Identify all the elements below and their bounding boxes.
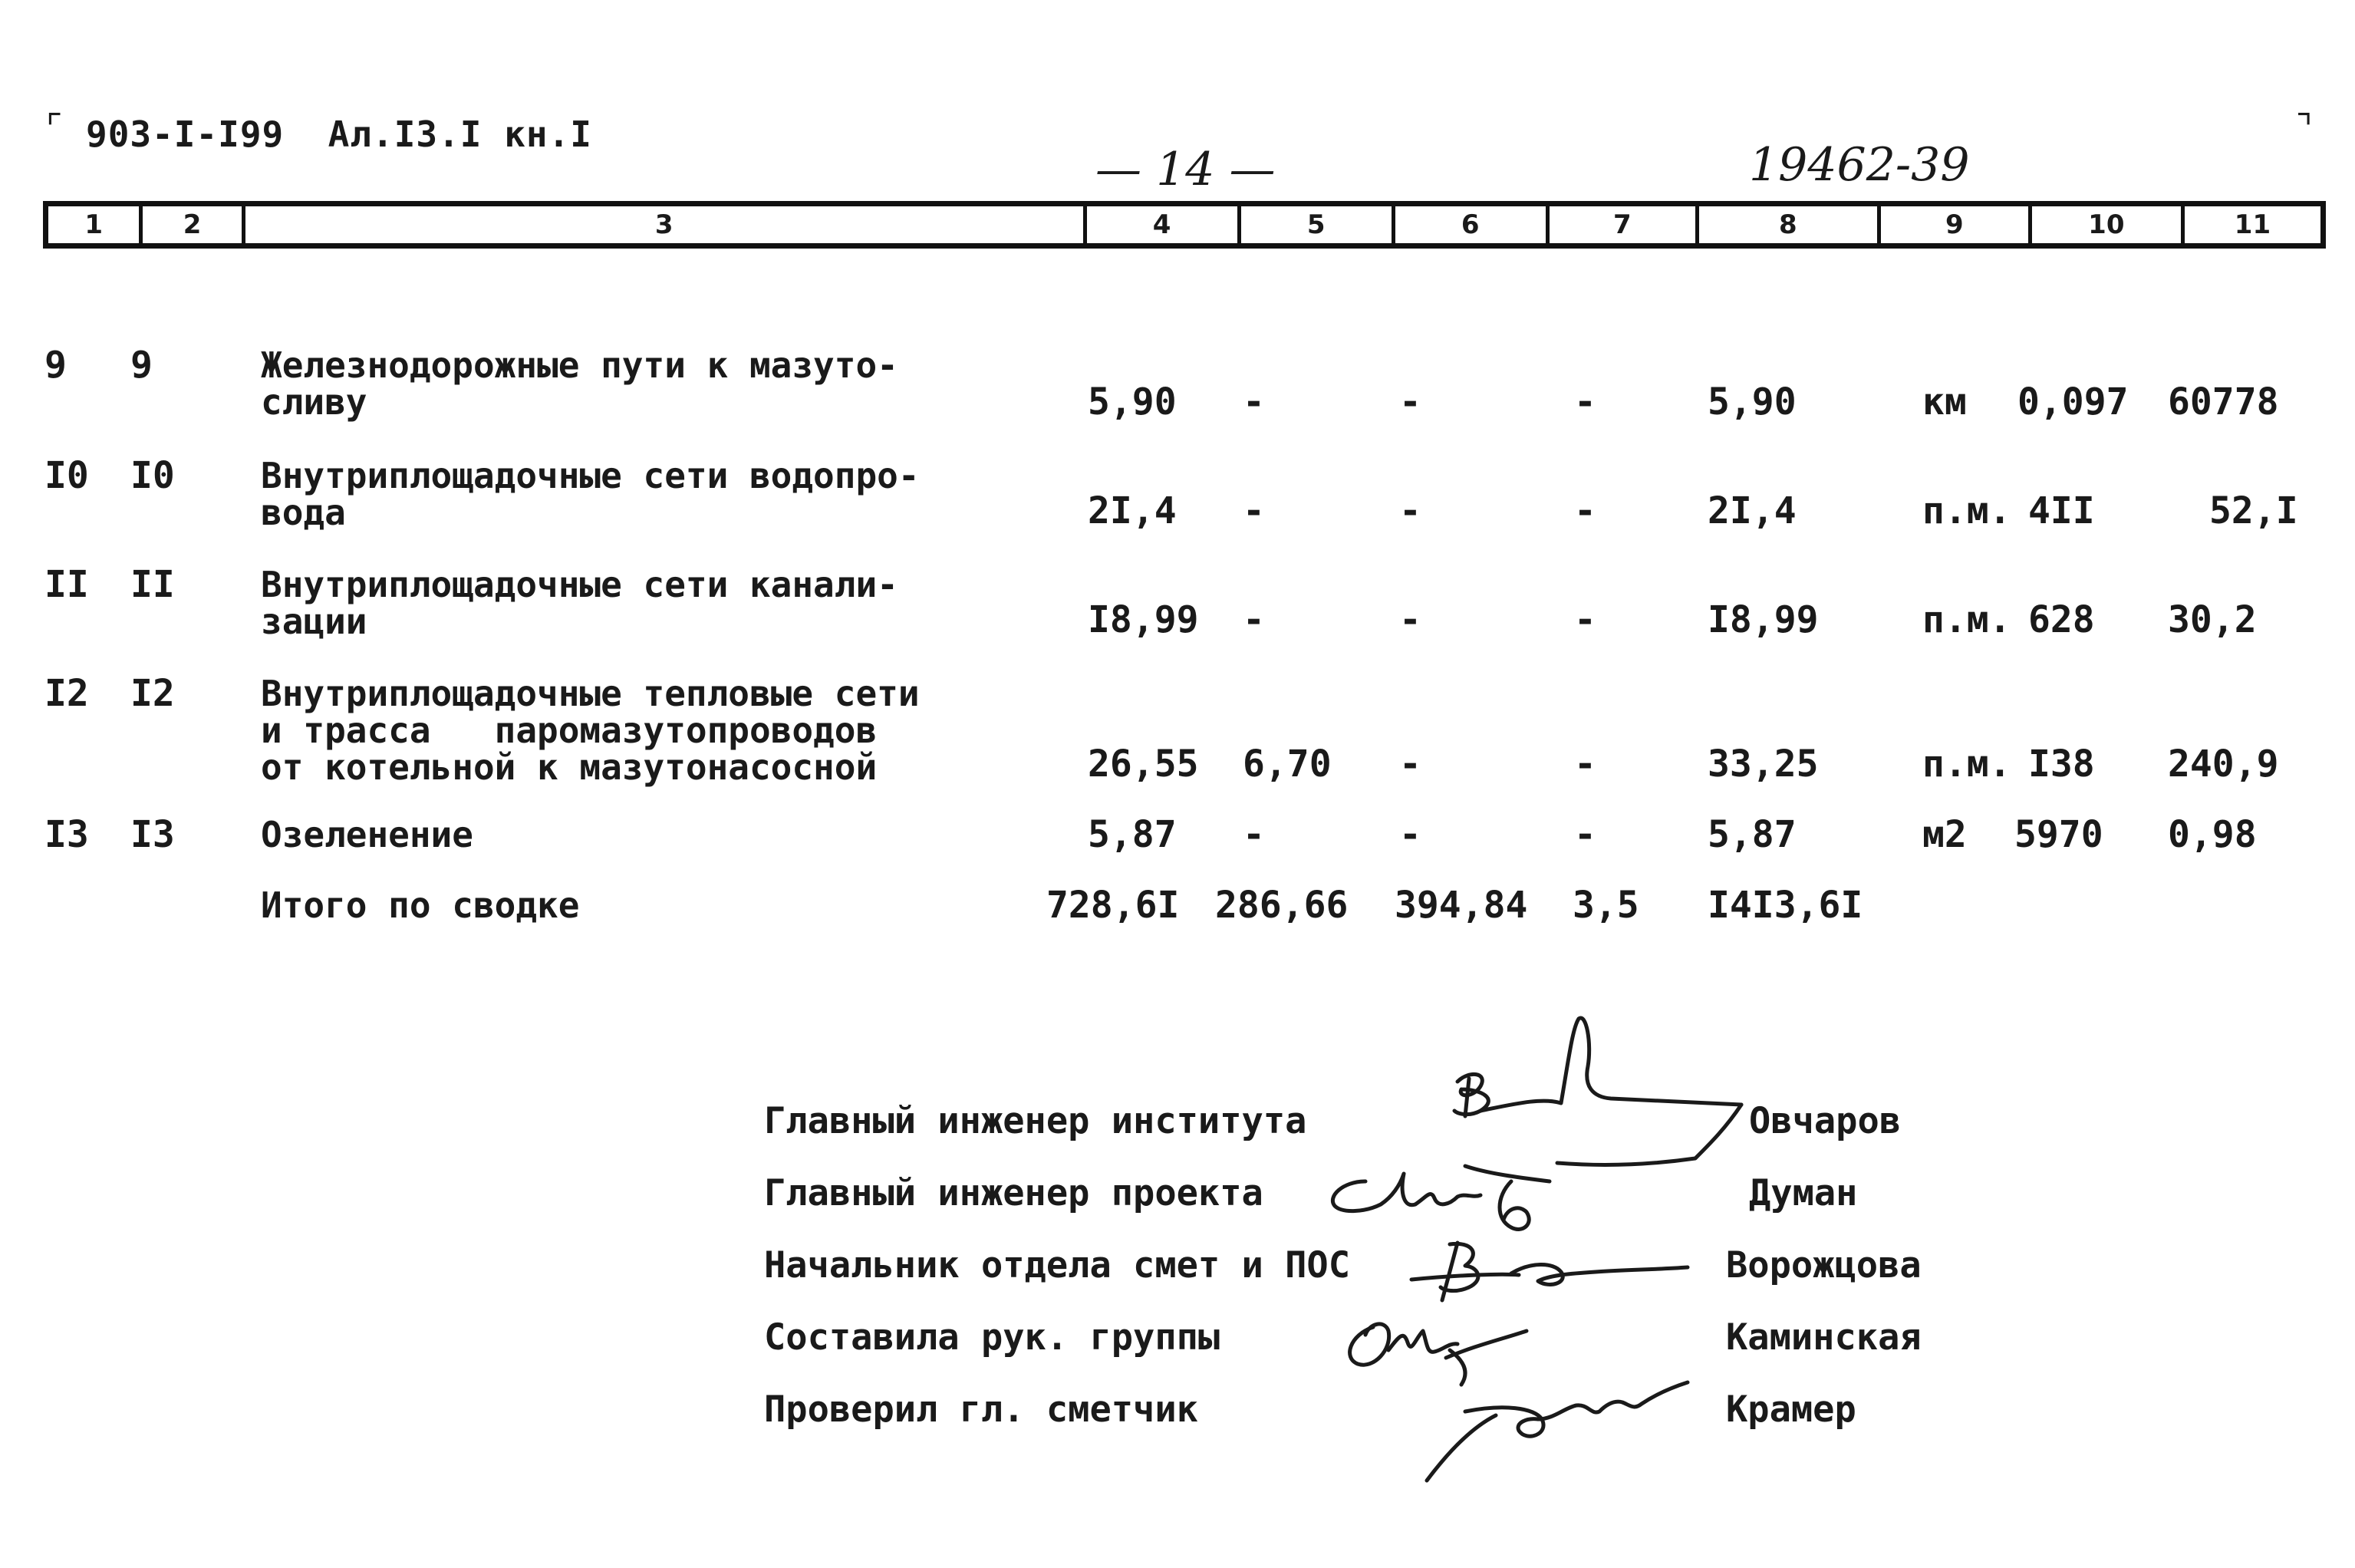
column-number: 3 bbox=[245, 206, 1087, 243]
corner-mark-right: ⌝ bbox=[2294, 106, 2314, 145]
cell-unit: п.м. bbox=[1922, 743, 2011, 786]
signature-name: Думан bbox=[1749, 1172, 1858, 1214]
row-description: Озеленение bbox=[261, 814, 473, 855]
cell-col6: - bbox=[1399, 380, 1421, 423]
row-description: Железнодорожные пути к мазуто- сливу bbox=[261, 344, 898, 423]
cell-col5: - bbox=[1243, 598, 1265, 641]
row-number: 9 bbox=[44, 344, 67, 387]
signature-name: Крамер bbox=[1726, 1388, 1856, 1431]
cell-col8: 5,90 bbox=[1708, 380, 1797, 423]
row-item-number: II bbox=[130, 563, 175, 606]
total-label: Итого по сводке bbox=[261, 884, 580, 926]
cell-col10: 0,097 bbox=[2017, 380, 2129, 423]
cell-col8: 2I,4 bbox=[1708, 489, 1797, 532]
column-number: 2 bbox=[143, 206, 245, 243]
column-number: 11 bbox=[2234, 209, 2271, 240]
cell-col5: - bbox=[1243, 489, 1265, 532]
archive-number: 19462-39 bbox=[1749, 138, 1970, 192]
document-code: 903-I-I99 Ал.I3.I кн.I bbox=[86, 114, 592, 155]
cell-col10: 5970 bbox=[2014, 813, 2103, 856]
cell-col4: I8,99 bbox=[1088, 598, 1199, 641]
cell-col8: 5,87 bbox=[1708, 813, 1797, 856]
column-number-header bbox=[43, 201, 2326, 249]
cell-unit: м2 bbox=[1922, 813, 1967, 856]
cell-col7: - bbox=[1574, 598, 1596, 641]
row-number: II bbox=[44, 563, 89, 606]
column-number: 7 bbox=[1550, 206, 1699, 243]
row-item-number: 9 bbox=[130, 344, 153, 387]
cell-unit: км bbox=[1922, 380, 1967, 423]
cell-col6: - bbox=[1399, 489, 1421, 532]
cell-col7: - bbox=[1574, 743, 1596, 786]
cell-col6: - bbox=[1399, 813, 1421, 856]
row-number: I2 bbox=[44, 672, 89, 715]
row-item-number: I2 bbox=[130, 672, 175, 715]
cell-col7: - bbox=[1574, 813, 1596, 856]
column-number: 8 bbox=[1699, 206, 1881, 243]
signature-title: Составила рук. группы bbox=[764, 1316, 1220, 1359]
cell-col10: 628 bbox=[2028, 598, 2095, 641]
cell-col10: 4II bbox=[2028, 489, 2095, 532]
signature-title: Главный инженер института bbox=[764, 1100, 1307, 1142]
cell-col8: 33,25 bbox=[1708, 743, 1819, 786]
cell-col7: - bbox=[1574, 380, 1596, 423]
cell-col6: - bbox=[1399, 743, 1421, 786]
column-number: 5 bbox=[1241, 206, 1395, 243]
row-item-number: I3 bbox=[130, 813, 175, 856]
cell-col10: I38 bbox=[2028, 743, 2095, 786]
cell-col4: 5,90 bbox=[1088, 380, 1177, 423]
row-number: I3 bbox=[44, 813, 89, 856]
cell-unit: п.м. bbox=[1922, 598, 2011, 641]
total-col5: 286,66 bbox=[1215, 884, 1349, 927]
signature-name: Ворожцова bbox=[1726, 1244, 1922, 1286]
cell-col7: - bbox=[1574, 489, 1596, 532]
column-number: 4 bbox=[1087, 206, 1241, 243]
row-description: Внутриплощадочные сети канали- зации bbox=[261, 564, 898, 642]
cell-col11: 60778 bbox=[2168, 380, 2279, 423]
row-description: Внутриплощадочные тепловые сети и трасса паромазутопроводов от котельной к мазутонасосной bbox=[261, 673, 920, 788]
cell-col11: 0,98 bbox=[2168, 813, 2257, 856]
cell-col5: - bbox=[1243, 813, 1265, 856]
signature-name: Овчаров bbox=[1749, 1100, 1902, 1142]
cell-col6: - bbox=[1399, 598, 1421, 641]
row-description: Внутриплощадочные сети водопро- вода bbox=[261, 455, 920, 533]
total-col8: I4I3,6I bbox=[1708, 884, 1863, 927]
total-col6: 394,84 bbox=[1395, 884, 1528, 927]
column-number: 1 bbox=[48, 206, 143, 243]
signature-title: Главный инженер проекта bbox=[764, 1172, 1263, 1214]
cell-col11: 52,I bbox=[2209, 489, 2298, 532]
total-col7: 3,5 bbox=[1573, 884, 1639, 927]
column-number: 9 bbox=[1881, 206, 2032, 243]
cell-unit: п.м. bbox=[1922, 489, 2011, 532]
column-number: 6 bbox=[1395, 206, 1550, 243]
handwritten-signature bbox=[1411, 1365, 1703, 1488]
cell-col4: 5,87 bbox=[1088, 813, 1177, 856]
row-number: I0 bbox=[44, 454, 89, 497]
cell-col8: I8,99 bbox=[1708, 598, 1819, 641]
cell-col5: 6,70 bbox=[1243, 743, 1332, 786]
cell-col4: 2I,4 bbox=[1088, 489, 1177, 532]
corner-mark-left: ⌜ bbox=[44, 106, 65, 145]
column-number: 10 bbox=[2032, 206, 2185, 243]
signature-title: Проверил гл. сметчик bbox=[764, 1388, 1198, 1431]
cell-col5: - bbox=[1243, 380, 1265, 423]
cell-col11: 30,2 bbox=[2168, 598, 2257, 641]
page-number: — 14 — bbox=[1095, 143, 1276, 196]
cell-col4: 26,55 bbox=[1088, 743, 1199, 786]
row-item-number: I0 bbox=[130, 454, 175, 497]
signature-title: Начальник отдела смет и ПОС bbox=[764, 1244, 1351, 1286]
total-col4: 728,6I bbox=[1046, 884, 1180, 927]
cell-col11: 240,9 bbox=[2168, 743, 2279, 786]
signature-name: Каминская bbox=[1726, 1316, 1922, 1359]
